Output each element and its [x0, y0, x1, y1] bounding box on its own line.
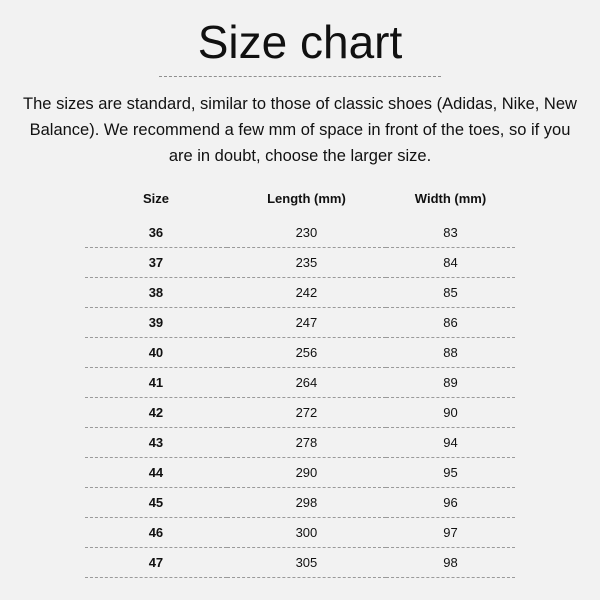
- cell-width: 97: [386, 518, 515, 548]
- cell-width: 98: [386, 548, 515, 578]
- cell-length: 298: [227, 488, 386, 518]
- cell-size: 39: [85, 308, 227, 338]
- cell-size: 42: [85, 398, 227, 428]
- table-row: [85, 308, 515, 338]
- cell-length: 305: [227, 548, 386, 578]
- column-header-size: Size: [142, 191, 169, 206]
- cell-width: 89: [386, 368, 515, 398]
- cell-length: 235: [227, 248, 386, 278]
- cell-width: 83: [386, 218, 515, 248]
- cell-length: 264: [227, 368, 386, 398]
- cell-size: 36: [85, 218, 227, 248]
- size-table-head: [85, 191, 515, 218]
- cell-width: 88: [386, 338, 515, 368]
- table-row: [85, 488, 515, 518]
- cell-length: 278: [227, 428, 386, 458]
- table-row: [85, 548, 515, 578]
- cell-size: 37: [85, 248, 227, 278]
- cell-length: 230: [227, 218, 386, 248]
- cell-width: 96: [386, 488, 515, 518]
- table-row: [85, 248, 515, 278]
- table-row: [85, 518, 515, 548]
- cell-width: 86: [386, 308, 515, 338]
- table-row: [85, 458, 515, 488]
- table-row: [85, 338, 515, 368]
- cell-size: 43: [85, 428, 227, 458]
- table-row: [85, 368, 515, 398]
- table-row: [85, 218, 515, 248]
- cell-length: 256: [227, 338, 386, 368]
- cell-size: 44: [85, 458, 227, 488]
- cell-width: 94: [386, 428, 515, 458]
- cell-width: 85: [386, 278, 515, 308]
- cell-size: 45: [85, 488, 227, 518]
- cell-length: 247: [227, 308, 386, 338]
- cell-size: 47: [85, 548, 227, 578]
- cell-size: 38: [85, 278, 227, 308]
- cell-width: 95: [386, 458, 515, 488]
- table-row: [85, 398, 515, 428]
- size-table: [85, 191, 515, 578]
- size-table-wrapper: [85, 191, 515, 578]
- page-title: Size chart: [197, 16, 403, 68]
- cell-width: 90: [386, 398, 515, 428]
- cell-length: 242: [227, 278, 386, 308]
- cell-size: 40: [85, 338, 227, 368]
- table-row: [85, 428, 515, 458]
- cell-size: 46: [85, 518, 227, 548]
- cell-width: 84: [386, 248, 515, 278]
- column-header-length: Length (mm): [267, 191, 346, 206]
- column-header-width: Width (mm): [414, 191, 487, 206]
- table-row: [85, 278, 515, 308]
- table-header-row: [85, 191, 515, 218]
- cell-length: 290: [227, 458, 386, 488]
- title-underline-rule: [159, 76, 441, 77]
- cell-length: 272: [227, 398, 386, 428]
- cell-size: 41: [85, 368, 227, 398]
- size-table-body: [85, 218, 515, 578]
- intro-paragraph: The sizes are standard, similar to those of classic shoes (Adidas, Nike, New Balance). We recommend a few mm of space in front of the toes, so if you are in doubt, choose the larger size.: [23, 95, 577, 165]
- cell-length: 300: [227, 518, 386, 548]
